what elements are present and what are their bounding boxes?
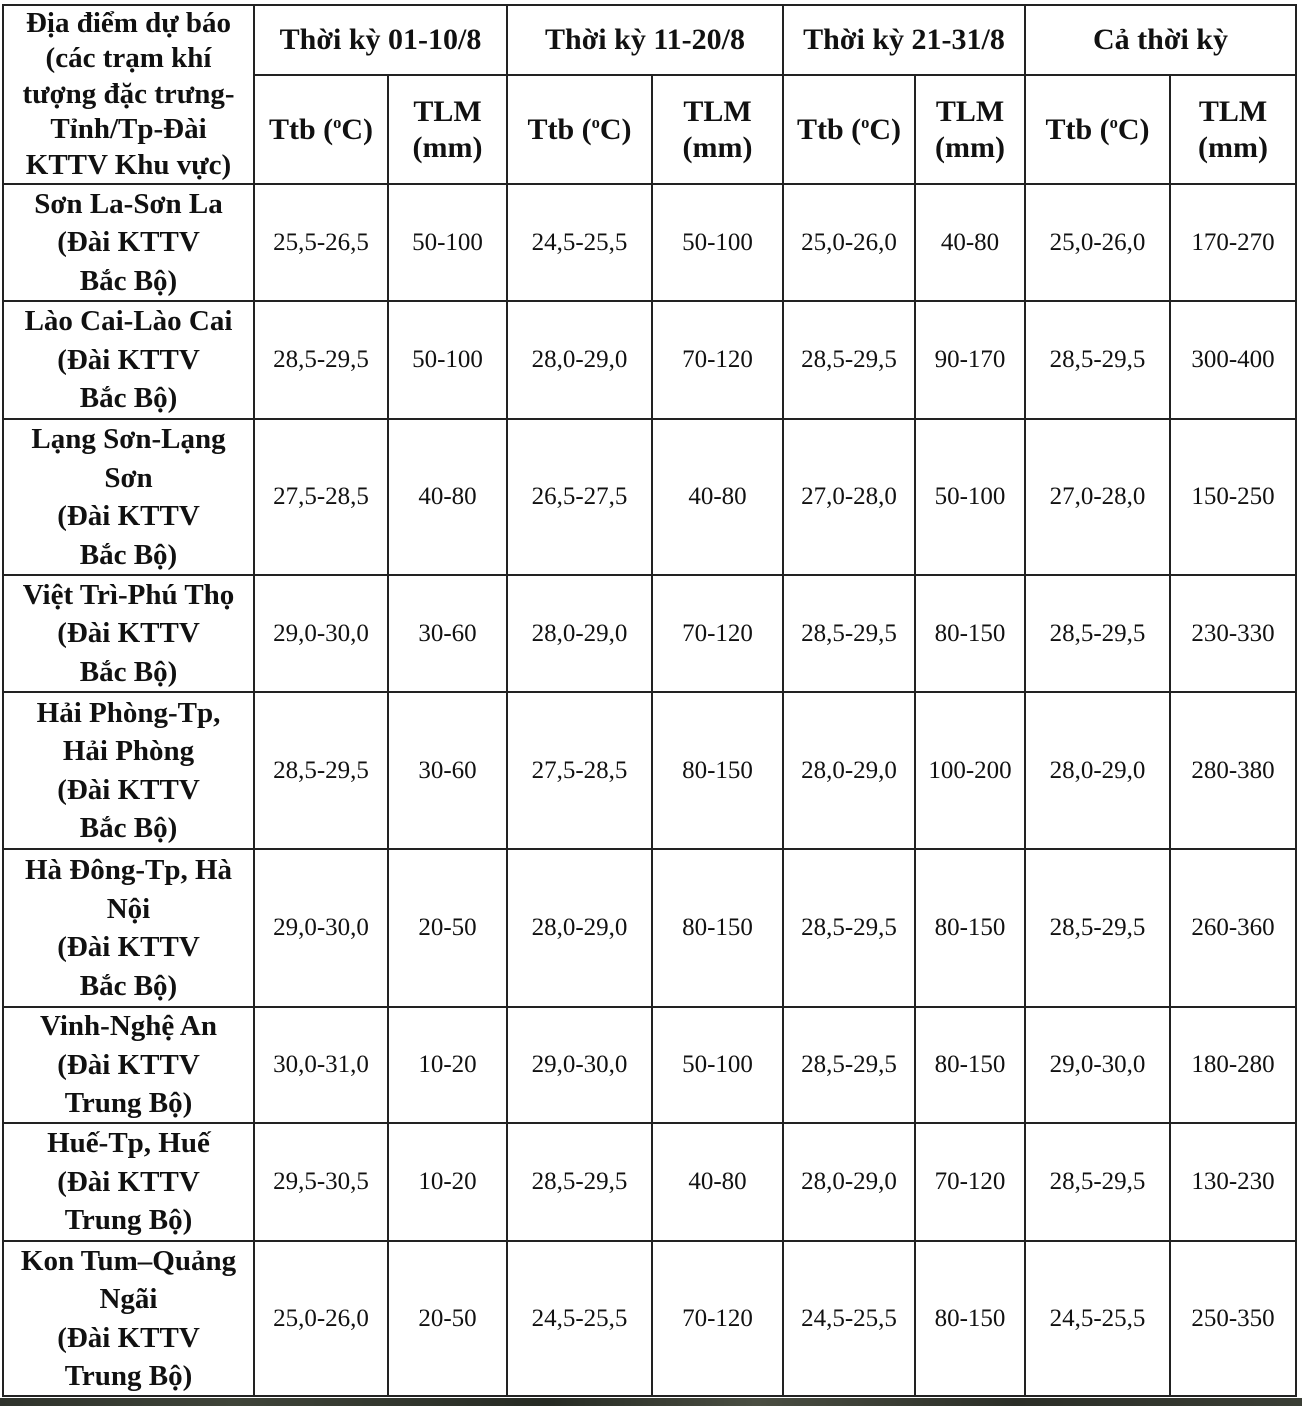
rain-01-10-cell: 30-60 [389, 693, 506, 848]
rain-21-31-cell: 80-150 [916, 576, 1024, 691]
temp-01-10-cell: 30,0-31,0 [255, 1008, 387, 1122]
temp-full-period-cell: 28,5-29,5 [1026, 850, 1169, 1006]
degree-symbol: o [591, 112, 600, 132]
temp-01-10-cell: 29,0-30,0 [255, 850, 387, 1006]
temp-01-10-cell: 28,5-29,5 [255, 302, 387, 418]
rain-11-20-cell: 40-80 [653, 420, 782, 574]
rain-full-period-cell: 300-400 [1171, 302, 1295, 418]
rain-01-10-cell: 10-20 [389, 1124, 506, 1240]
period-header-21-31: Thời kỳ 21-31/8 [784, 6, 1024, 74]
temp-header-unit: C) [599, 112, 632, 146]
temp-21-31-cell: 28,5-29,5 [784, 1008, 914, 1122]
temp-header-label: Ttb ( [796, 112, 862, 146]
temp-11-20-cell: 27,5-28,5 [508, 693, 651, 848]
rain-01-10-cell: 30-60 [389, 576, 506, 691]
rain-01-10-cell: 20-50 [389, 1242, 506, 1395]
rain-full-period-cell: 150-250 [1171, 420, 1295, 574]
temp-full-period-cell: 27,0-28,0 [1026, 420, 1169, 574]
station-cell: Việt Trì-Phú Thọ (Đài KTTV Bắc Bộ) [4, 576, 253, 691]
station-cell: Lào Cai-Lào Cai (Đài KTTV Bắc Bộ) [4, 302, 253, 418]
temp-header-text [797, 112, 901, 148]
rain-21-31-cell: 70-120 [916, 1124, 1024, 1240]
temp-full-period-cell: 28,0-29,0 [1026, 693, 1169, 848]
temp-01-10-cell: 29,5-30,5 [255, 1124, 387, 1240]
temp-header-text [1045, 112, 1149, 148]
location-header: Địa điểm dự báo (các trạm khí tượng đặc trưng- Tỉnh/Tp-Đài KTTV Khu vực) [4, 6, 253, 183]
rain-21-31-cell: 80-150 [916, 1008, 1024, 1122]
temp-header-unit: C) [341, 112, 374, 146]
temp-header-unit: C) [1117, 112, 1150, 146]
temp-header [1026, 76, 1169, 183]
temp-21-31-cell: 28,0-29,0 [784, 693, 914, 848]
temp-header [508, 76, 651, 183]
forecast-table [2, 4, 1297, 1397]
temp-header-label: Ttb ( [527, 112, 592, 146]
station-cell: Hải Phòng-Tp, Hải Phòng (Đài KTTV Bắc Bộ) [4, 693, 253, 848]
temp-01-10-cell: 25,5-26,5 [255, 185, 387, 300]
background-photo-strip [0, 1398, 1302, 1406]
rain-header: TLM (mm) [916, 76, 1024, 183]
rain-01-10-cell: 40-80 [389, 420, 506, 574]
rain-21-31-cell: 90-170 [916, 302, 1024, 418]
degree-symbol: o [1109, 112, 1118, 132]
temp-21-31-cell: 25,0-26,0 [784, 185, 914, 300]
temp-01-10-cell: 25,0-26,0 [255, 1242, 387, 1395]
rain-11-20-cell: 70-120 [653, 1242, 782, 1395]
temp-21-31-cell: 27,0-28,0 [784, 420, 914, 574]
rain-21-31-cell: 40-80 [916, 185, 1024, 300]
rain-full-period-cell: 250-350 [1171, 1242, 1295, 1395]
degree-symbol: o [861, 112, 870, 132]
station-cell: Huế-Tp, Huế (Đài KTTV Trung Bộ) [4, 1124, 253, 1240]
station-cell: Sơn La-Sơn La (Đài KTTV Bắc Bộ) [4, 185, 253, 300]
station-cell: Kon Tum–Quảng Ngãi (Đài KTTV Trung Bộ) [4, 1242, 253, 1395]
period-header-11-20: Thời kỳ 11-20/8 [508, 6, 782, 74]
temp-11-20-cell: 29,0-30,0 [508, 1008, 651, 1122]
rain-11-20-cell: 70-120 [653, 576, 782, 691]
rain-01-10-cell: 50-100 [389, 185, 506, 300]
rain-full-period-cell: 260-360 [1171, 850, 1295, 1006]
rain-11-20-cell: 80-150 [653, 693, 782, 848]
rain-21-31-cell: 80-150 [916, 1242, 1024, 1395]
temp-11-20-cell: 28,0-29,0 [508, 302, 651, 418]
temp-21-31-cell: 28,5-29,5 [784, 576, 914, 691]
rain-full-period-cell: 130-230 [1171, 1124, 1295, 1240]
rain-11-20-cell: 50-100 [653, 185, 782, 300]
temp-11-20-cell: 24,5-25,5 [508, 185, 651, 300]
rain-full-period-cell: 280-380 [1171, 693, 1295, 848]
temp-header [255, 76, 387, 183]
rain-21-31-cell: 100-200 [916, 693, 1024, 848]
rain-21-31-cell: 50-100 [916, 420, 1024, 574]
temp-21-31-cell: 28,0-29,0 [784, 1124, 914, 1240]
rain-11-20-cell: 40-80 [653, 1124, 782, 1240]
temp-header [784, 76, 914, 183]
rain-full-period-cell: 180-280 [1171, 1008, 1295, 1122]
rain-header: TLM (mm) [1171, 76, 1295, 183]
period-header-full: Cả thời kỳ [1026, 6, 1295, 74]
temp-full-period-cell: 28,5-29,5 [1026, 576, 1169, 691]
station-cell: Vinh-Nghệ An (Đài KTTV Trung Bộ) [4, 1008, 253, 1122]
period-header-01-10: Thời kỳ 01-10/8 [255, 6, 506, 74]
rain-01-10-cell: 50-100 [389, 302, 506, 418]
temp-full-period-cell: 28,5-29,5 [1026, 302, 1169, 418]
temp-01-10-cell: 27,5-28,5 [255, 420, 387, 574]
temp-full-period-cell: 25,0-26,0 [1026, 185, 1169, 300]
rain-01-10-cell: 20-50 [389, 850, 506, 1006]
temp-11-20-cell: 28,5-29,5 [508, 1124, 651, 1240]
temp-full-period-cell: 28,5-29,5 [1026, 1124, 1169, 1240]
rain-21-31-cell: 80-150 [916, 850, 1024, 1006]
rain-11-20-cell: 50-100 [653, 1008, 782, 1122]
temp-11-20-cell: 28,0-29,0 [508, 576, 651, 691]
rain-header: TLM (mm) [389, 76, 506, 183]
rain-01-10-cell: 10-20 [389, 1008, 506, 1122]
temp-header-label: Ttb ( [1045, 112, 1110, 146]
temp-21-31-cell: 28,5-29,5 [784, 850, 914, 1006]
station-cell: Hà Đông-Tp, Hà Nội (Đài KTTV Bắc Bộ) [4, 850, 253, 1006]
station-cell: Lạng Sơn-Lạng Sơn (Đài KTTV Bắc Bộ) [4, 420, 253, 574]
temp-21-31-cell: 28,5-29,5 [784, 302, 914, 418]
temp-11-20-cell: 24,5-25,5 [508, 1242, 651, 1395]
temp-21-31-cell: 24,5-25,5 [784, 1242, 914, 1395]
rain-full-period-cell: 170-270 [1171, 185, 1295, 300]
temp-01-10-cell: 28,5-29,5 [255, 693, 387, 848]
rain-11-20-cell: 70-120 [653, 302, 782, 418]
temp-11-20-cell: 28,0-29,0 [508, 850, 651, 1006]
temp-header-text [527, 112, 631, 148]
temp-full-period-cell: 24,5-25,5 [1026, 1242, 1169, 1395]
temp-header-unit: C) [869, 112, 902, 146]
rain-11-20-cell: 80-150 [653, 850, 782, 1006]
temp-01-10-cell: 29,0-30,0 [255, 576, 387, 691]
temp-header-label: Ttb ( [268, 112, 334, 146]
temp-header-text [269, 112, 373, 148]
rain-full-period-cell: 230-330 [1171, 576, 1295, 691]
rain-header: TLM (mm) [653, 76, 782, 183]
degree-symbol: o [333, 112, 342, 132]
temp-full-period-cell: 29,0-30,0 [1026, 1008, 1169, 1122]
temp-11-20-cell: 26,5-27,5 [508, 420, 651, 574]
